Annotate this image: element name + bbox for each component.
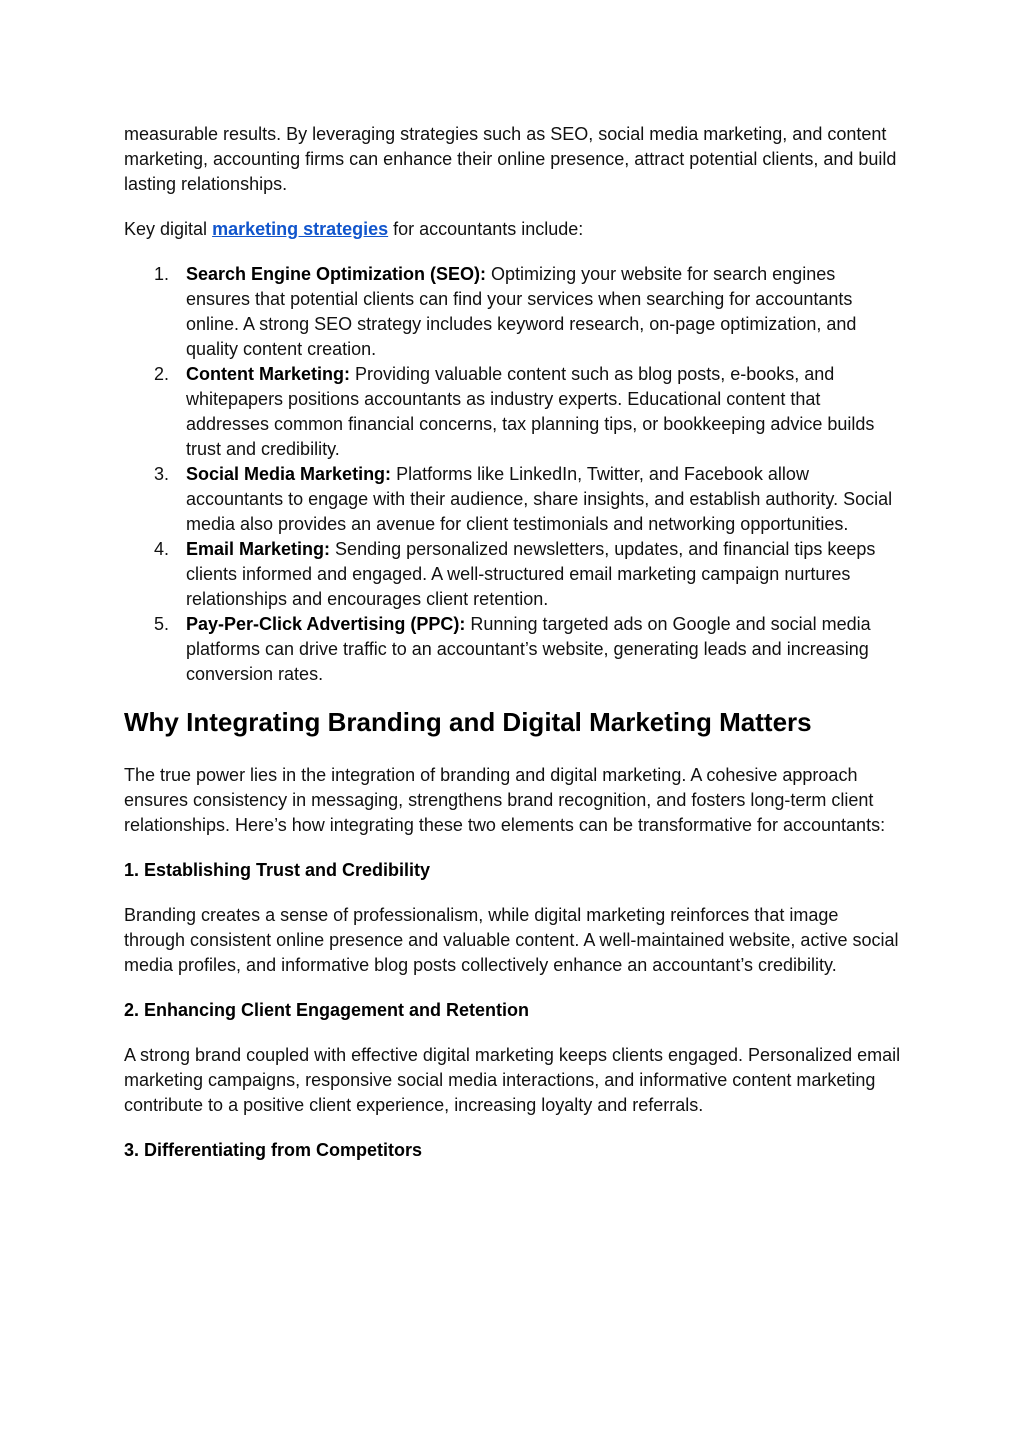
section-heading: Why Integrating Branding and Digital Marketing Matters	[124, 707, 812, 737]
subsection-heading-engagement: 2. Enhancing Client Engagement and Retention	[124, 1000, 530, 1020]
key-strategies-suffix: for accountants include:	[388, 219, 584, 239]
list-item-number: 4.	[154, 539, 170, 559]
list-item-title: Email Marketing:	[186, 539, 331, 559]
list-item	[124, 362, 904, 462]
key-strategies-prefix: Key digital	[124, 219, 213, 239]
list-item	[124, 262, 904, 362]
list-item	[124, 462, 904, 537]
key-strategies-paragraph	[124, 217, 904, 242]
section-intro-paragraph: The true power lies in the integration of branding and digital marketing. A cohesive approach ensures consistency in messaging, strengthens brand recognition, and fosters long-term client relationships. Here’s how integrating these two elements can be transformative for accountants:	[124, 765, 886, 835]
subsection-heading-differentiating: 3. Differentiating from Competitors	[124, 1140, 423, 1160]
list-item-text: Sending personalized newsletters, updates, and financial tips keeps clients informed and engaged. A well-structured email marketing campaign nurtures relationships and encourages client retention.	[186, 539, 876, 609]
subsection-body-engagement: A strong brand coupled with effective digital marketing keeps clients engaged. Personalized email marketing campaigns, responsive social media interactions, and informative content marketing contribute to a positive client experience, increasing loyalty and referrals.	[124, 1045, 901, 1115]
list-item-title: Content Marketing:	[186, 364, 350, 384]
list-item	[124, 612, 904, 687]
strategies-list	[124, 262, 904, 687]
list-item-number: 1.	[154, 264, 170, 284]
list-item-text: Platforms like LinkedIn, Twitter, and Facebook allow accountants to engage with their audience, share insights, and establish authority. Social media also provides an avenue for client testimonials and networking opportunities.	[186, 464, 893, 534]
list-item-title: Pay-Per-Click Advertising (PPC):	[186, 614, 466, 634]
list-item-number: 2.	[154, 364, 170, 384]
list-item-title: Search Engine Optimization (SEO):	[186, 264, 487, 284]
list-item-text: Optimizing your website for search engines ensures that potential clients can find your services when searching for accountants online. A strong SEO strategy includes keyword research, on-page optimization, and quality content creation.	[186, 264, 857, 359]
intro-paragraph: measurable results. By leveraging strategies such as SEO, social media marketing, and content marketing, accounting firms can enhance their online presence, attract potential clients, and build lasting relationships.	[124, 124, 897, 194]
list-item-text: Providing valuable content such as blog posts, e-books, and whitepapers positions accountants as industry experts. Educational content that addresses common financial concerns, tax planning tips, or bookkeeping advice builds trust and credibility.	[186, 364, 875, 459]
list-item	[124, 537, 904, 612]
marketing-strategies-link[interactable]: marketing strategies	[212, 219, 389, 239]
list-item-title: Social Media Marketing:	[186, 464, 392, 484]
list-item-number: 5.	[154, 614, 170, 634]
subsection-heading-trust: 1. Establishing Trust and Credibility	[124, 860, 431, 880]
list-item-number: 3.	[154, 464, 170, 484]
list-item-text: Running targeted ads on Google and social media platforms can drive traffic to an accountant’s website, generating leads and increasing conversion rates.	[186, 614, 871, 684]
subsection-body-trust: Branding creates a sense of professionalism, while digital marketing reinforces that image through consistent online presence and valuable content. A well-maintained website, active social media profiles, and informative blog posts collectively enhance an accountant’s credibility.	[124, 905, 899, 975]
document-page	[124, 122, 904, 1183]
